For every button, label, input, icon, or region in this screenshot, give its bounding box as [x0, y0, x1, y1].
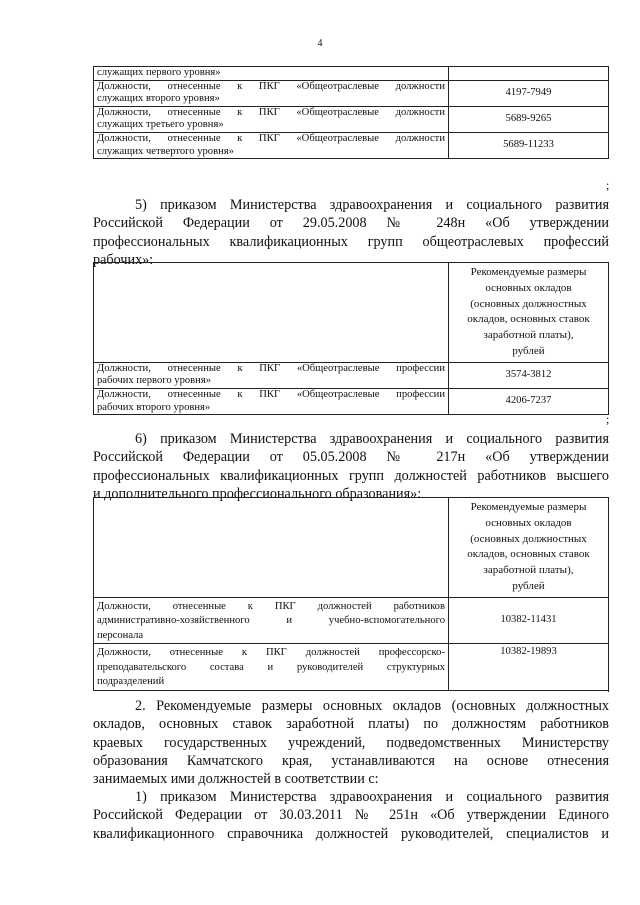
table-cell-salary: 10382-11431 — [449, 597, 609, 644]
table-header-row — [94, 498, 609, 598]
paragraph-line: краевых государственных учреждений, подведомственных Министерству — [93, 734, 609, 751]
salary-table-employees — [93, 66, 609, 159]
table-row — [94, 67, 609, 81]
table-cell-salary: 5689-9265 — [449, 106, 609, 132]
cell-line: Должности, отнесенные к ПКГ «Общеотраслевые должности — [97, 106, 445, 118]
table-header-row — [94, 263, 609, 363]
paragraph-line: окладов, основных ставок заработной платы) по должностям работников — [93, 716, 609, 733]
header-line: Рекомендуемые размеры — [470, 266, 587, 278]
cell-line: Должности, отнесенные к ПКГ должностей работников — [97, 600, 445, 612]
table-cell-salary: 4197-7949 — [449, 80, 609, 106]
header-line: окладов, основных ставок — [467, 313, 590, 326]
table-header-empty — [94, 263, 449, 363]
cell-line: служащих второго уровня» — [97, 93, 220, 105]
table-cell-salary: 10382-19893 — [449, 644, 609, 691]
paragraph-line: и дополнительного профессионального образования»: — [93, 485, 422, 502]
paragraph-line: квалификационного справочника должностей руководителей, специалистов и — [93, 825, 609, 842]
paragraph-line: 2. Рекомендуемые размеры основных окладов (основных должностных — [135, 698, 609, 714]
paragraph-line: Российской Федерации от 29.05.2008 № 248н «Об утверждении — [93, 215, 609, 232]
header-line: основных окладов — [485, 516, 572, 529]
table-cell-position — [94, 388, 449, 414]
table-row — [94, 106, 609, 132]
paragraph-line: 1) приказом Министерства здравоохранения и социального развития — [135, 789, 609, 805]
paragraph-6 — [93, 430, 609, 503]
paragraph-line: профессиональных квалификационных групп общеотраслевых профессий — [93, 233, 609, 250]
cell-line: рабочих второго уровня» — [97, 401, 211, 413]
table-cell-position — [94, 362, 449, 388]
cell-line: подразделений — [97, 676, 165, 688]
header-line: окладов, основных ставок — [467, 548, 590, 561]
paragraph-line: занимаемых ими должностей в соответствии с: — [93, 771, 379, 788]
salary-table-workers — [93, 262, 609, 415]
cell-line: Должности, отнесенные к ПКГ «Общеотраслевые должности — [97, 132, 445, 144]
header-line: (основных должностных — [470, 532, 587, 545]
header-line: рублей — [512, 579, 545, 592]
table-cell-salary — [449, 67, 609, 81]
table-row — [94, 362, 609, 388]
header-line: заработной платы), — [483, 329, 574, 342]
table-row — [94, 80, 609, 106]
semicolon-mark: ; — [606, 178, 610, 192]
paragraph-line: Российской Федерации от 30.03.2011 № 251н «Об утверждении Единого — [93, 807, 609, 824]
paragraph-line: профессиональных квалификационных групп должностей работников высшего — [93, 467, 609, 484]
table-cell-position — [94, 80, 449, 106]
paragraph-main — [93, 697, 609, 788]
cell-line: Должности, отнесенные к ПКГ «Общеотраслевые профессии — [97, 388, 445, 400]
page-number: 4 — [317, 38, 323, 49]
table-cell-salary: 4206-7237 — [449, 388, 609, 414]
cell-line: персонала — [97, 629, 144, 641]
table-row — [94, 644, 609, 691]
header-line: (основных должностных — [470, 297, 587, 310]
salary-table-higher-education — [93, 497, 609, 691]
table-header-empty — [94, 498, 449, 598]
paragraph-line: образования Камчатского края, устанавливаются на основе отнесения — [93, 752, 609, 769]
table-row — [94, 132, 609, 158]
cell-line: административно-хозяйственного и учебно-вспомогательного — [97, 615, 445, 627]
table-cell-position — [94, 644, 449, 691]
cell-line: служащих первого уровня» — [97, 67, 221, 78]
table-cell-salary: 3574-3812 — [449, 362, 609, 388]
table-cell-position — [94, 106, 449, 132]
table-cell-position — [94, 597, 449, 644]
table-cell-position — [94, 67, 449, 81]
paragraph-line: Российской Федерации от 05.05.2008 № 217н «Об утверждении — [93, 449, 609, 466]
table-header-salary — [449, 263, 609, 363]
paragraph-line: 6) приказом Министерства здравоохранения и социального развития — [135, 431, 609, 447]
header-line: Рекомендуемые размеры — [470, 501, 587, 513]
table-row — [94, 388, 609, 414]
header-line: заработной платы), — [483, 564, 574, 577]
header-line: рублей — [512, 344, 545, 357]
table-header-salary — [449, 498, 609, 598]
table-cell-salary: 5689-11233 — [449, 132, 609, 158]
semicolon-mark: ; — [606, 412, 610, 426]
period-mark: . — [607, 681, 610, 695]
table-row — [94, 597, 609, 644]
paragraph-line: 5) приказом Министерства здравоохранения и социального развития — [135, 197, 609, 213]
cell-line: рабочих первого уровня» — [97, 375, 212, 387]
paragraph-1 — [93, 788, 609, 843]
header-line: основных окладов — [485, 281, 572, 294]
cell-line: преподавательского состава и руководителей структурных — [97, 661, 445, 673]
paragraph-5 — [93, 196, 609, 269]
cell-line: служащих четвертого уровня» — [97, 145, 234, 157]
cell-line: Должности, отнесенные к ПКГ «Общеотраслевые профессии — [97, 362, 445, 374]
table-cell-position — [94, 132, 449, 158]
paragraph-line: рабочих»: — [93, 251, 154, 268]
cell-line: служащих третьего уровня» — [97, 119, 224, 131]
cell-line: Должности, отнесенные к ПКГ «Общеотраслевые должности — [97, 80, 445, 92]
cell-line: Должности, отнесенные к ПКГ должностей профессорско- — [97, 647, 445, 659]
